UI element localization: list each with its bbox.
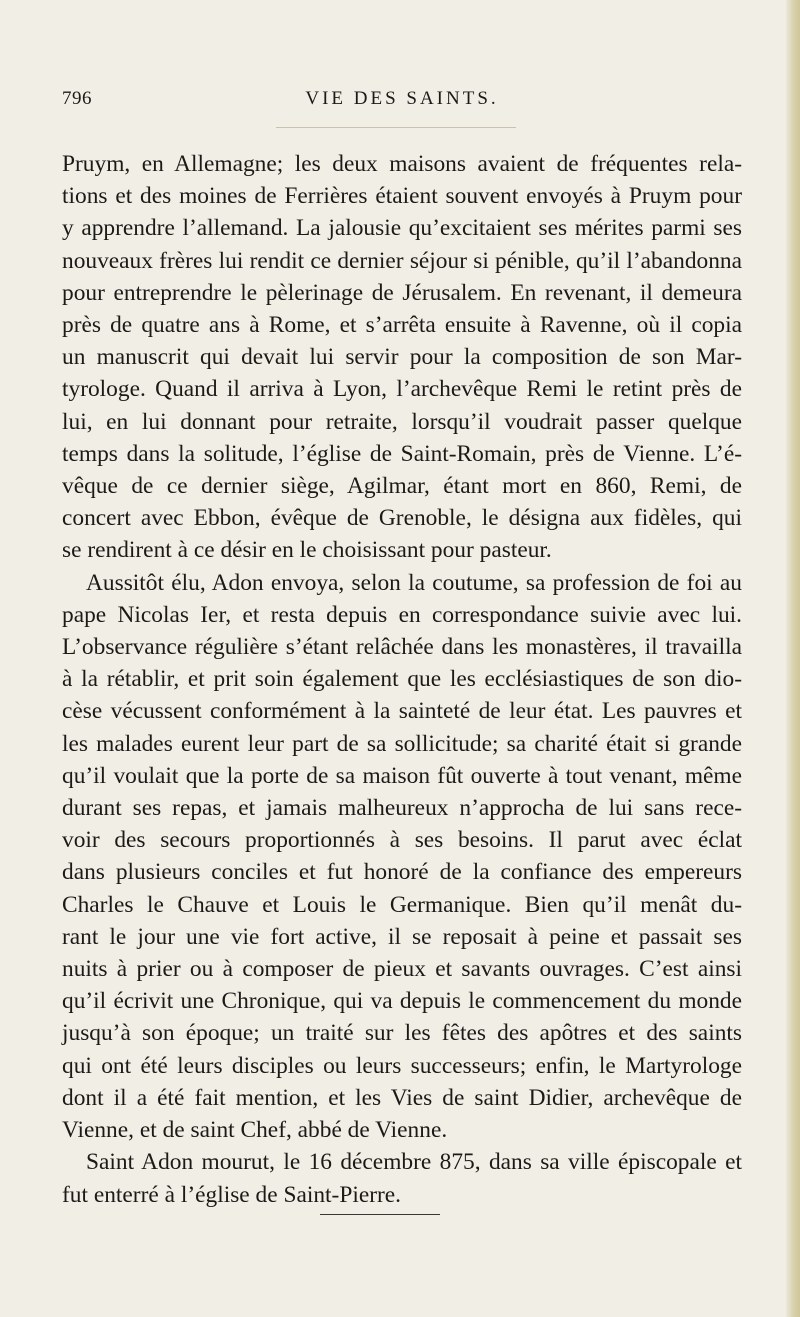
text-line: L’observance régulière s’étant relâchée dans les monastères, il travailla: [62, 634, 742, 661]
text-line: tions et des moines de Ferrières étaient souvent envoyés à Pruym pour: [62, 183, 742, 210]
text-line: voir des secours proportionnés à ses besoins. Il parut avec éclat: [62, 827, 742, 854]
text-line: dont il a été fait mention, et les Vies de saint Didier, archevêque de: [62, 1084, 742, 1111]
page-number: 796: [62, 88, 92, 109]
text-line: qu’il écrivit une Chronique, qui va depuis le commencement du monde: [62, 988, 742, 1015]
text-line: un manuscrit qui devait lui servir pour la composition de son Mar-: [62, 344, 742, 371]
text-line: temps dans la solitude, l’église de Saint-Romain, près de Vienne. L’é-: [62, 440, 742, 467]
text-line: Vienne, et de saint Chef, abbé de Vienne.: [62, 1117, 448, 1144]
page-header: [62, 88, 742, 112]
text-line: lui, en lui donnant pour retraite, lorsqu’il voudrait passer quelque: [62, 408, 742, 435]
page-edge: [786, 0, 800, 1317]
text-line: fut enterré à l’église de Saint-Pierre.: [62, 1181, 402, 1208]
text-line: près de quatre ans à Rome, et s’arrêta ensuite à Ravenne, où il copia: [62, 312, 742, 339]
text-line: Aussitôt élu, Adon envoya, selon la coutume, sa profession de foi au: [86, 569, 742, 596]
text-line: les malades eurent leur part de sa sollicitude; sa charité était si grande: [62, 730, 742, 757]
text-line: vêque de ce dernier siège, Agilmar, étant mort en 860, Remi, de: [62, 473, 742, 500]
text-line: tyrologe. Quand il arriva à Lyon, l’archevêque Remi le retint près de: [62, 376, 742, 403]
header-rule: [276, 127, 516, 128]
text-line: pour entreprendre le pèlerinage de Jérusalem. En revenant, il demeura: [62, 279, 742, 306]
text-line: nouveaux frères lui rendit ce dernier séjour si pénible, qu’il l’abandonna: [62, 247, 742, 274]
body-text: [62, 148, 742, 1211]
text-line: à la rétablir, et prit soin également que les ecclésiastiques de son dio-: [62, 666, 742, 693]
text-line: jusqu’à son époque; un traité sur les fêtes des apôtres et des saints: [62, 1020, 742, 1047]
text-line: durant ses repas, et jamais malheureux n’approcha de lui sans rece-: [62, 795, 742, 822]
text-line: pape Nicolas Ier, et resta depuis en correspondance suivie avec lui.: [62, 601, 742, 628]
text-line: Charles le Chauve et Louis le Germanique. Bien qu’il menât du-: [62, 891, 742, 918]
text-line: dans plusieurs conciles et fut honoré de la confiance des empereurs: [62, 859, 742, 886]
closing-rule: [320, 1214, 440, 1215]
text-line: qu’il voulait que la porte de sa maison fût ouverte à tout venant, même: [62, 762, 742, 789]
text-line: rant le jour une vie fort active, il se reposait à peine et passait ses: [62, 923, 742, 950]
text-line: Pruym, en Allemagne; les deux maisons avaient de fréquentes rela-: [62, 151, 742, 177]
text-line: concert avec Ebbon, évêque de Grenoble, le désigna aux fidèles, qui: [62, 505, 742, 532]
text-line: cèse vécussent conformément à la sainteté de leur état. Les pauvres et: [62, 698, 742, 725]
text-line: y apprendre l’allemand. La jalousie qu’excitaient ses mérites parmi ses: [62, 215, 742, 242]
text-line: nuits à prier ou à composer de pieux et savants ouvrages. C’est ainsi: [62, 956, 742, 983]
text-line: se rendirent à ce désir en le choisissant pour pasteur.: [62, 537, 552, 564]
text-line: qui ont été leurs disciples ou leurs successeurs; enfin, le Martyrologe: [62, 1052, 742, 1079]
running-title: VIE DES SAINTS.: [305, 88, 499, 109]
text-line: Saint Adon mourut, le 16 décembre 875, dans sa ville épiscopale et: [86, 1149, 742, 1176]
